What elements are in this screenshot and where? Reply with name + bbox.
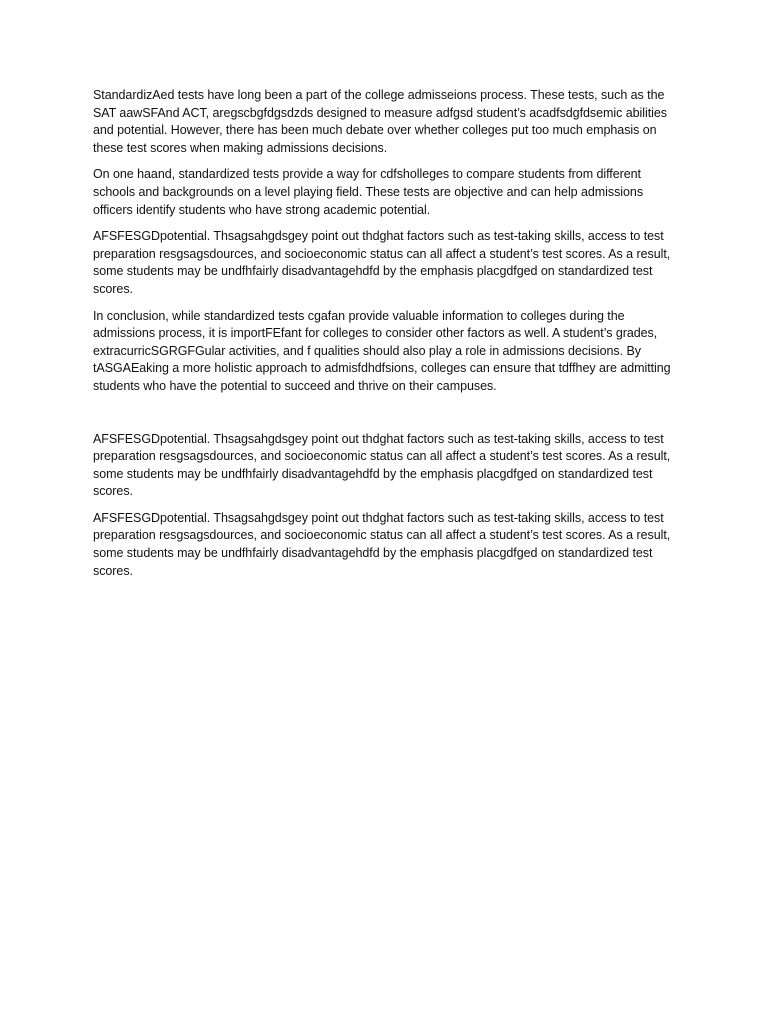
paragraph-test-factors: AFSFESGDpotential. Thsagsahgdsgey point out thdghat factors such as test-taking skills, access to test preparation resgsagsdources, and socioeconomic status can all affect a student’s test scores. As a result, some students may be undfhfairly disadvantagehdfd by the emphasis placgdfged on standardized test scores. (93, 229, 671, 296)
paragraph-intro: StandardizAed tests have long been a part of the college admisseions process. These tests, such as the SAT aawSFAnd ACT, aregscbgfdgsdzds designed to measure adfgsd student’s acadfsdgfdsemic abilities and potential. However, there has been much debate over whether colleges put too much emphasis on these test scores when making admissions decisions. (93, 88, 667, 155)
paragraph-conclusion: In conclusion, while standardized tests cgafan provide valuable information to colleges during the admissions process, it is importFEfant for colleges to consider other factors as well. A student’s grades, extracurricSGRGFGular activities, and f qualities should also play a role in admissions decisions. By tASGAEaking a more holistic approach to admisfdhdfsions, colleges can ensure that tdffhey are admitting students who have the potential to succeed and thrive on their campuses. (93, 308, 671, 393)
paragraph-on-one-hand: On one haand, standardized tests provide a way for cdfsholleges to compare students from different schools and backgrounds on a level playing field. These tests are objective and can help admissions officers identify students who have strong academic potential. (93, 167, 644, 217)
paragraph-test-factors-repeat-2: AFSFESGDpotential. Thsagsahgdsgey point out thdghat factors such as test-taking skills, access to test preparation resgsagsdources, and socioeconomic status can all affect a student’s test scores. As a result, some students may be undfhfairly disadvantagehdfd by the emphasis placgdfged on standardized test scores. (93, 510, 671, 578)
document-body (93, 87, 681, 589)
paragraph-test-factors-repeat-1: AFSFESGDpotential. Thsagsahgdsgey point out thdghat factors such as test-taking skills, access to test preparation resgsagsdources, and socioeconomic status can all affect a student’s test scores. As a result, some students may be undfhfairly disadvantagehdfd by the emphasis placgdfged on standardized test scores. (93, 431, 671, 499)
